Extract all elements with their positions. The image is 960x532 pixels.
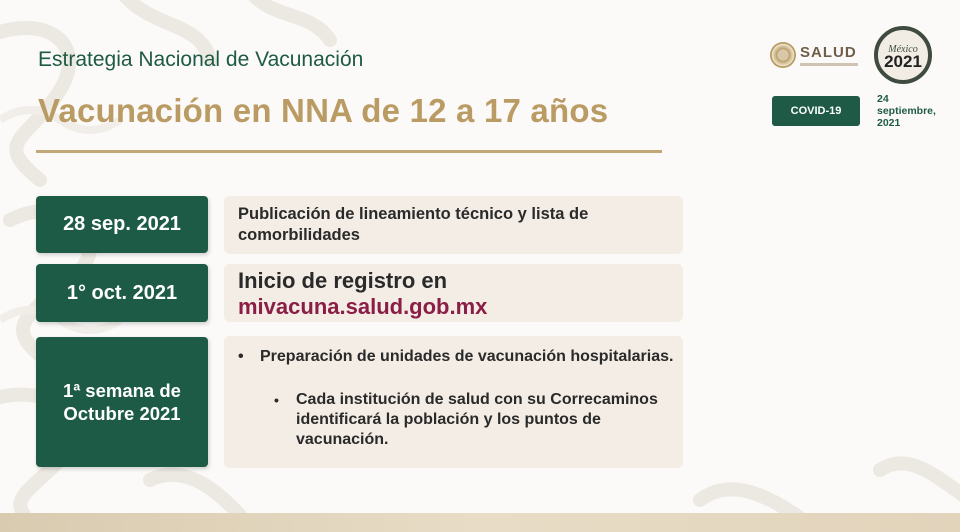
salud-logo-subtitle: [800, 63, 858, 66]
title-divider: [36, 150, 662, 153]
timeline-text-1: Publicación de lineamiento técnico y lista de comorbilidades: [238, 205, 589, 244]
timeline-panel-1: [224, 196, 683, 254]
timeline-date-2: 1° oct. 2021: [36, 264, 208, 322]
date-year: 2021: [877, 117, 901, 129]
presentation-date: [877, 93, 957, 129]
bullet-item-main: [238, 347, 678, 367]
salud-logo: [770, 40, 860, 74]
salud-seal-icon: [770, 42, 796, 68]
timeline-date-3-line-2: Octubre 2021: [63, 403, 181, 424]
date-month: septiembre,: [877, 105, 936, 117]
footer-band: [0, 513, 960, 532]
timeline-panel-3: [224, 336, 683, 468]
slide-title: Vacunación en NNA de 12 a 17 años: [38, 92, 609, 129]
date-day: 24: [877, 93, 889, 105]
slide-kicker: Estrategia Nacional de Vacunación: [38, 48, 364, 71]
sub-bullet-icon: •: [274, 392, 279, 408]
year-logo-text: 2021: [884, 52, 922, 71]
mexico-logo-text: México: [888, 44, 918, 55]
mexico-2021-logo: [872, 22, 934, 90]
timeline-date-1: 28 sep. 2021: [36, 196, 208, 253]
salud-logo-text: SALUD: [800, 44, 857, 61]
registration-url-link[interactable]: mivacuna.salud.gob.mx: [238, 294, 488, 319]
timeline-date-3-line-1: 1ª semana de: [63, 380, 181, 401]
timeline-panel-2: [224, 264, 683, 322]
bullet-text-sub: Cada institución de salud con su Correcaminos identificará la población y los puntos de vacunación.: [296, 391, 658, 448]
bullet-text-main: Preparación de unidades de vacunación hospitalarias.: [260, 348, 674, 365]
bullet-item-sub: [274, 390, 674, 450]
timeline-text-2: Inicio de registro en: [238, 268, 448, 293]
bullet-icon: •: [238, 348, 244, 365]
timeline-date-3: [36, 337, 208, 467]
covid-badge: COVID-19: [772, 96, 860, 126]
